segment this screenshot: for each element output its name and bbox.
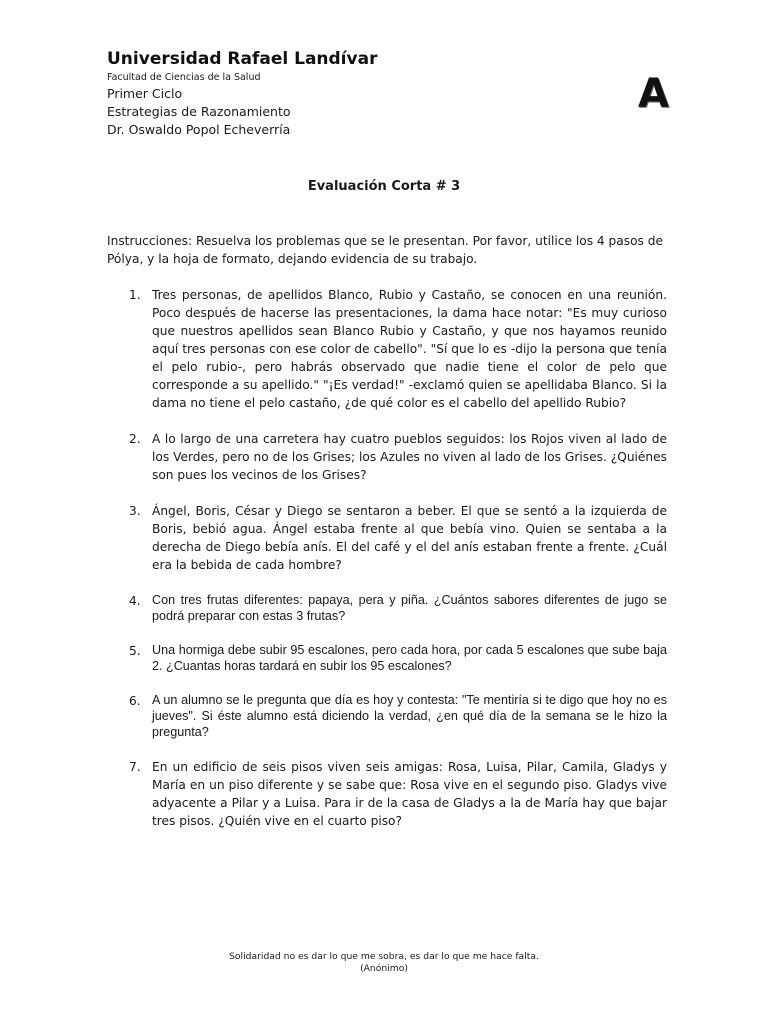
- problem-text: A un alumno se le pregunta que día es hoy y contesta: "Te mentiría si te digo que hoy no es jueves". Si éste alumno está diciendo la verdad, ¿en qué día de la semana se le hizo la pregunta?: [152, 693, 667, 739]
- page-title: Evaluación Corta # 3: [307, 179, 461, 194]
- problem-text: Ángel, Boris, César y Diego se sentaron a beber. El que se sentó a la izquierda de Boris, bebió agua. Ángel estaba frente al que bebía vino. Quien se sentaba a la derecha de Diego bebía anís. El del café y el del anís estaban frente a frente. ¿Cuál era la bebida de cada hombre?: [152, 504, 667, 572]
- problem-text: Tres personas, de apellidos Blanco, Rubio y Castaño, se conocen en una reunión. Poco después de hacerse las presentaciones, la dama hace notar: "Es muy curioso que nuestros apellidos sean Blanco Rubio y Castaño, y que nos hayamos reunido aquí tres personas con ese color de cabello". "Sí que lo es -dijo la persona que tenía el pelo rubio-, pero habrás observado que nadie tiene el color de pelo que corresponde a su apellido." "¡Es verdad!" -exclamó quien se apellidaba Blanco. Si la dama no tiene el pelo castaño, ¿de qué color es el cabello del apellido Rubio?: [152, 288, 667, 410]
- problem-text: Una hormiga debe subir 95 escalones, pero cada hora, por cada 5 escalones que sube baja 2. ¿Cuantas horas tardará en subir los 95 escalones?: [152, 643, 667, 673]
- problem-text: Con tres frutas diferentes: papaya, pera y piña. ¿Cuántos sabores diferentes de jugo se podrá preparar con estas 3 frutas?: [152, 593, 667, 623]
- problem-item: [107, 502, 667, 574]
- document-header: [107, 48, 607, 139]
- course-name: Estrategias de Razonamiento: [107, 104, 291, 119]
- problem-item: [107, 758, 667, 830]
- problem-number: 2.: [129, 432, 141, 446]
- problem-number: 6.: [129, 694, 141, 708]
- problem-text: A lo largo de una carretera hay cuatro pueblos seguidos: los Rojos viven al lado de los Verdes, pero no de los Grises; los Azules no viven al lado de los Grises. ¿Quiénes son pues los vecinos de los Grises?: [152, 432, 667, 482]
- problem-item: [107, 642, 667, 674]
- problem-item: [107, 430, 667, 484]
- problem-item: [107, 692, 667, 740]
- problem-item: [107, 592, 667, 624]
- footer-quote: [0, 951, 768, 975]
- problem-number: 4.: [129, 594, 141, 608]
- problem-text: En un edificio de seis pisos viven seis amigas: Rosa, Luisa, Pilar, Camila, Gladys y María en un piso diferente y se sabe que: Rosa vive en el segundo piso. Gladys vive adyacente a Pilar y a Luisa. Para ir de la casa de Gladys a la de María hay que bajar tres pisos. ¿Quién vive en el cuarto piso?: [152, 760, 667, 828]
- quote-text: Solidaridad no es dar lo que me sobra, es dar lo que me hace falta.: [229, 951, 539, 962]
- problem-item: [107, 286, 667, 412]
- problem-list: [107, 286, 667, 830]
- quote-author: (Anónimo): [360, 963, 408, 974]
- problem-number: 5.: [129, 644, 141, 658]
- cycle-label: Primer Ciclo: [107, 86, 183, 101]
- faculty-name: Facultad de Ciencias de la Salud: [107, 72, 261, 83]
- problem-number: 3.: [129, 504, 141, 518]
- problem-number: 1.: [129, 288, 141, 302]
- problem-number: 7.: [129, 760, 141, 774]
- grade-letter: A: [638, 71, 669, 117]
- university-name: Universidad Rafael Landívar: [107, 49, 378, 69]
- professor-name: Dr. Oswaldo Popol Echeverría: [107, 122, 291, 137]
- instructions-paragraph: Instrucciones: Resuelva los problemas que se le presentan. Por favor, utilice los 4 pasos de Pólya, y la hoja de formato, dejando evidencia de su trabajo.: [107, 234, 664, 266]
